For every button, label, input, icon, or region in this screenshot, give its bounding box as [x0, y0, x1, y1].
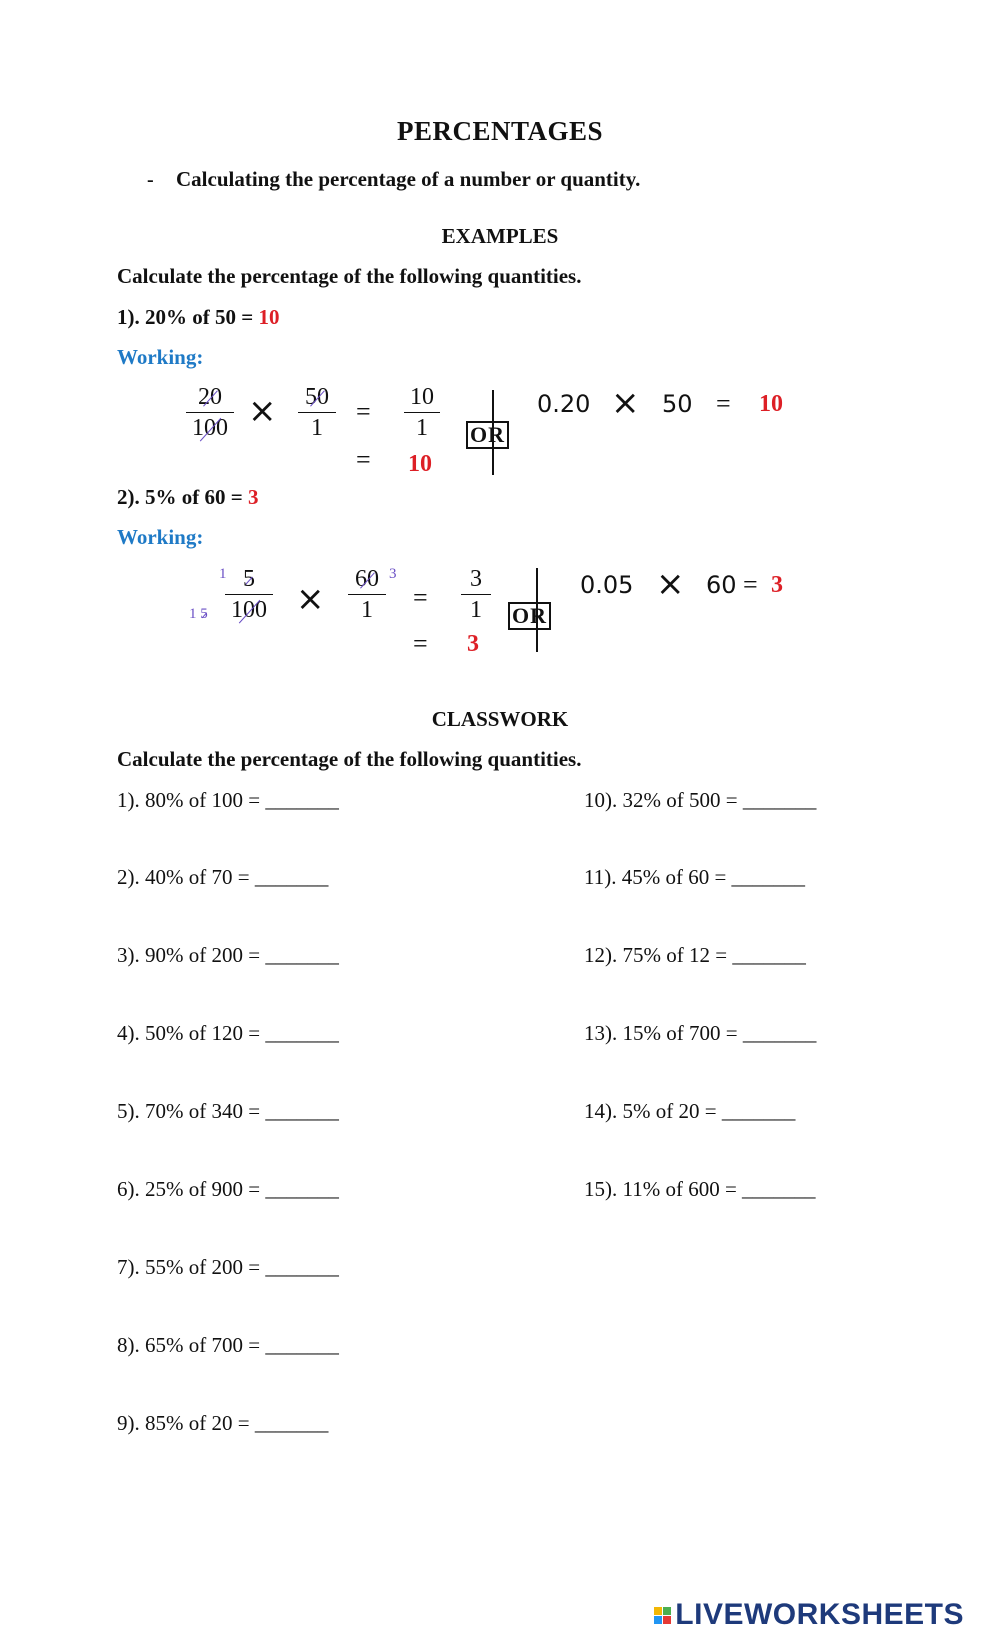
example-2-note-top: 1 — [219, 566, 227, 582]
example-2-decimal: 0.05 — [580, 571, 634, 599]
example-2-equals-1: = — [413, 583, 428, 612]
classwork-item-12[interactable]: 12). 75% of 12 = _______ — [584, 943, 806, 967]
example-2-equals-2: = — [413, 629, 428, 658]
example-2-final: 3 — [467, 631, 479, 657]
page-title: PERCENTAGES — [396, 116, 604, 146]
liveworksheets-logo-text: LIVEWORKSHEETS — [675, 1598, 964, 1631]
classwork-item-4[interactable]: 4). 50% of 120 = _______ — [117, 1021, 339, 1045]
example-2-times-icon-2: × — [656, 564, 685, 604]
example-1-times-icon: × — [248, 391, 277, 431]
example-2-working-label: Working: — [117, 525, 204, 549]
example-2-note-left: 1 5 — [189, 606, 208, 622]
example-2-fraction-1: 5 100 — [225, 565, 273, 624]
example-2-or-box: OR — [508, 602, 551, 630]
example-1-multiplier: 50 — [662, 390, 693, 418]
liveworksheets-logo-icon — [654, 1607, 671, 1624]
subtitle-bullet: - — [147, 169, 154, 191]
example-1-question: 1). 20% of 50 = 10 — [117, 305, 280, 329]
classwork-item-1[interactable]: 1). 80% of 100 = _______ — [117, 788, 339, 812]
example-1-fraction-1: 20 100 — [186, 383, 234, 442]
example-1-decimal-answer: 10 — [759, 391, 783, 417]
classwork-item-9[interactable]: 9). 85% of 20 = _______ — [117, 1411, 329, 1435]
example-1-times-icon-2: × — [611, 383, 640, 423]
classwork-item-3[interactable]: 3). 90% of 200 = _______ — [117, 943, 339, 967]
examples-instruction: Calculate the percentage of the following quantities. — [117, 264, 582, 288]
classwork-item-14[interactable]: 14). 5% of 20 = _______ — [584, 1099, 796, 1123]
example-2-note-right: 3 — [389, 566, 397, 582]
classwork-heading: CLASSWORK — [431, 707, 569, 731]
example-1-final: 10 — [408, 451, 432, 477]
example-1-equals-3: = — [716, 389, 731, 418]
examples-heading: EXAMPLES — [441, 224, 559, 248]
example-1-or-box: OR — [466, 421, 509, 449]
example-1-decimal: 0.20 — [537, 390, 591, 418]
classwork-item-10[interactable]: 10). 32% of 500 = _______ — [584, 788, 817, 812]
classwork-instruction: Calculate the percentage of the following quantities. — [117, 747, 582, 771]
example-1-equals-2: = — [356, 445, 371, 474]
example-2-decimal-answer: 3 — [771, 572, 783, 598]
classwork-item-6[interactable]: 6). 25% of 900 = _______ — [117, 1177, 339, 1201]
example-2-answer: 3 — [247, 485, 259, 509]
example-1-result-fraction: 10 1 — [404, 383, 440, 442]
example-1-equals-1: = — [356, 397, 371, 426]
example-1-fraction-2: 50 1 — [298, 383, 336, 442]
example-1-answer: 10 — [258, 305, 280, 329]
liveworksheets-logo[interactable] — [654, 1598, 964, 1632]
example-2-fraction-2: 60 1 — [348, 565, 386, 624]
subtitle: Calculating the percentage of a number or quantity. — [176, 167, 641, 191]
example-2-equals-3: = — [743, 570, 758, 599]
classwork-item-15[interactable]: 15). 11% of 600 = _______ — [584, 1177, 816, 1201]
example-2-times-icon: × — [296, 579, 325, 619]
classwork-item-13[interactable]: 13). 15% of 700 = _______ — [584, 1021, 817, 1045]
example-1-working-label: Working: — [117, 345, 204, 369]
classwork-item-8[interactable]: 8). 65% of 700 = _______ — [117, 1333, 339, 1357]
classwork-item-7[interactable]: 7). 55% of 200 = _______ — [117, 1255, 339, 1279]
example-2-result-fraction: 3 1 — [461, 565, 491, 624]
example-2-question: 2). 5% of 60 = 3 — [117, 485, 259, 509]
classwork-item-5[interactable]: 5). 70% of 340 = _______ — [117, 1099, 339, 1123]
example-2-multiplier: 60 — [706, 571, 737, 599]
classwork-item-11[interactable]: 11). 45% of 60 = _______ — [584, 865, 806, 889]
classwork-item-2[interactable]: 2). 40% of 70 = _______ — [117, 865, 329, 889]
